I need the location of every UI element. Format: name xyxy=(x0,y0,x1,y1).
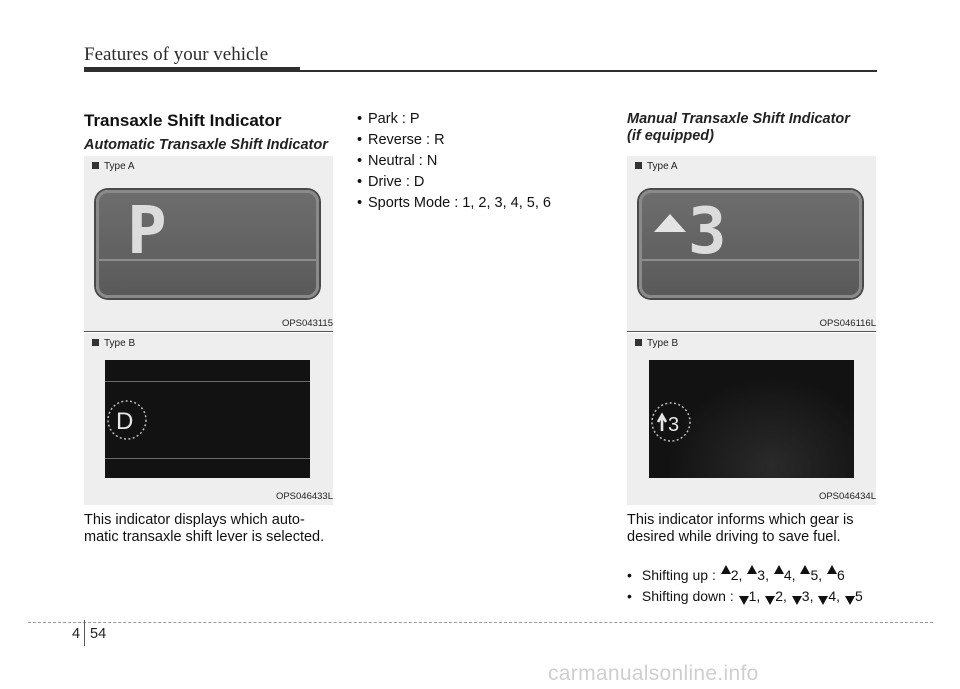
footer-dashed-rule xyxy=(28,622,933,623)
automatic-subhead: Automatic Transaxle Shift Indicator xyxy=(84,137,328,153)
shift-up-line: • Shifting up : 2, 3, 4, 5, 6 xyxy=(626,565,845,583)
gear-p-text: P xyxy=(127,198,167,260)
figure-code: OPS046433L xyxy=(275,491,333,502)
up-triangle-icon xyxy=(800,565,810,574)
section-title: Transaxle Shift Indicator xyxy=(84,111,282,130)
figure-code: OPS046434L xyxy=(818,491,876,502)
up-arrow-icon xyxy=(658,415,666,431)
automatic-description: This indicator displays which auto- matic transaxle shift lever is selected. xyxy=(84,512,325,545)
down-triangle-icon xyxy=(792,596,802,605)
up-triangle-icon xyxy=(827,565,837,574)
figure-label: Type B xyxy=(635,338,678,349)
figure-auto-type-b xyxy=(84,333,333,505)
lcd-display xyxy=(105,360,310,478)
up-triangle-icon xyxy=(721,565,731,574)
manual-description: This indicator informs which gear is desired while driving to save fuel. xyxy=(627,512,854,545)
lcd-display xyxy=(639,190,862,298)
page-header-title: Features of your vehicle xyxy=(84,44,269,65)
gear-d-text: D xyxy=(116,408,134,435)
down-triangle-icon xyxy=(765,596,775,605)
list-item: • Park : P xyxy=(356,111,551,132)
down-triangle-icon xyxy=(818,596,828,605)
figure-manual-type-a xyxy=(627,156,876,332)
page-number: 54 xyxy=(90,626,107,642)
up-triangle-icon xyxy=(747,565,757,574)
list-item: • Sports Mode : 1, 2, 3, 4, 5, 6 xyxy=(356,195,551,216)
gear-3-text: 3 xyxy=(688,198,727,260)
up-arrow-icon xyxy=(654,214,686,232)
gear-3-text: 3 xyxy=(668,414,680,436)
shift-up-glyph xyxy=(648,198,748,260)
shift-up-indicator xyxy=(649,398,697,446)
page-number-divider xyxy=(84,620,85,646)
figure-manual-type-b xyxy=(627,333,876,505)
list-item: • Reverse : R xyxy=(356,132,551,153)
figure-label: Type B xyxy=(92,338,135,349)
figure-label: Type A xyxy=(92,161,135,172)
down-triangle-icon xyxy=(845,596,855,605)
down-triangle-icon xyxy=(739,596,749,605)
gear-list xyxy=(356,111,551,216)
gear-d-indicator xyxy=(105,396,153,444)
lcd-display xyxy=(649,360,854,478)
figure-auto-type-a xyxy=(84,156,333,332)
lcd-display xyxy=(96,190,319,298)
shift-down-line: • Shifting down : 1, 2, 3, 4, 5 xyxy=(626,588,863,605)
watermark: carmanualsonline.info xyxy=(548,662,759,685)
list-item: • Drive : D xyxy=(356,174,551,195)
figure-code: OPS046116L xyxy=(819,318,876,329)
manual-subhead: Manual Transaxle Shift Indicator (if equipped) xyxy=(627,111,850,144)
up-triangle-icon xyxy=(774,565,784,574)
figure-code: OPS043115 xyxy=(281,318,333,329)
list-item: • Neutral : N xyxy=(356,153,551,174)
figure-label: Type A xyxy=(635,161,678,172)
gear-p-glyph xyxy=(127,198,187,260)
chapter-number: 4 xyxy=(72,626,81,642)
header-rule-thin xyxy=(300,70,877,72)
header-rule-thick xyxy=(84,67,300,72)
